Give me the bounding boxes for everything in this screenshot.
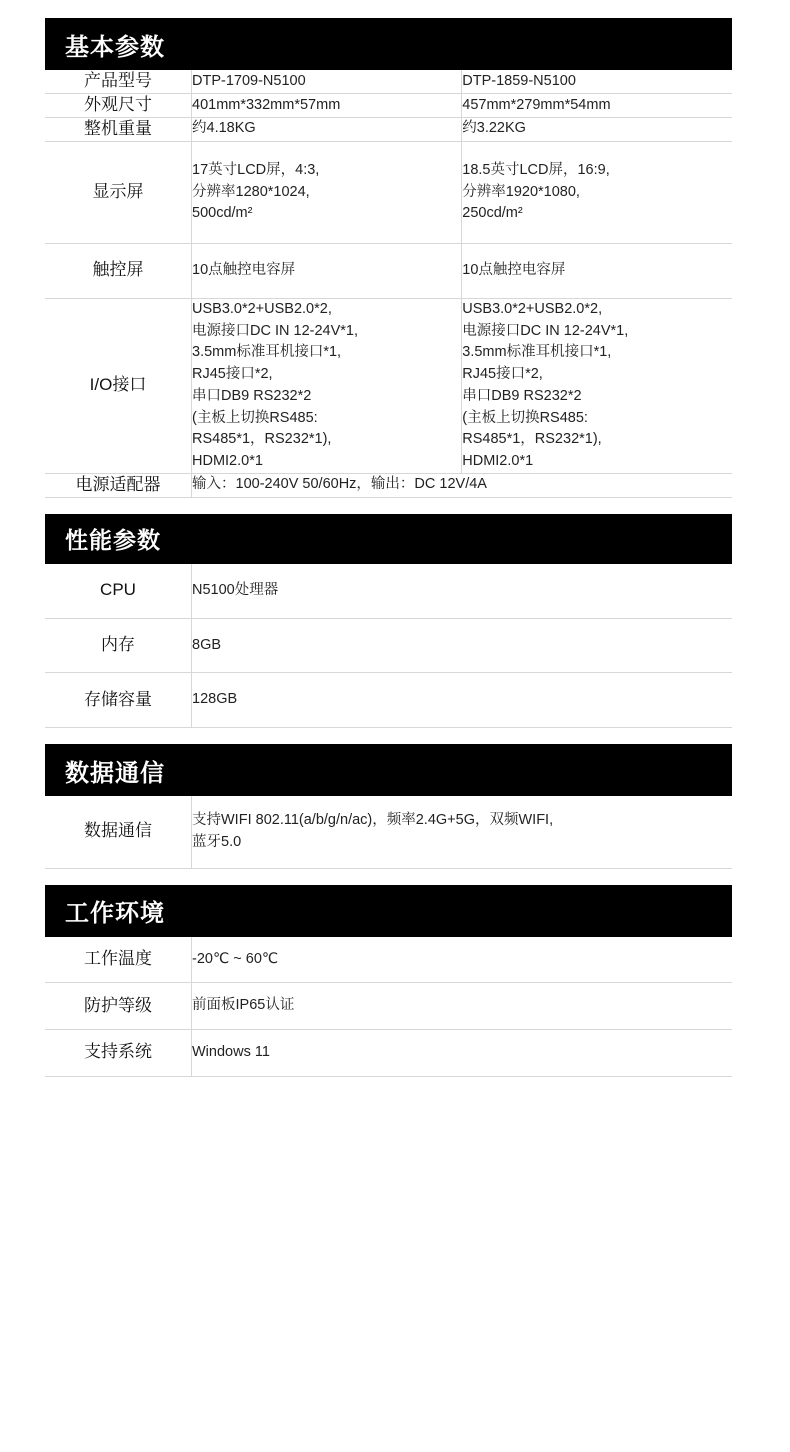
table-row [45, 564, 732, 618]
row-label-dimensions: 外观尺寸 [45, 93, 192, 117]
table-performance [45, 564, 732, 728]
table-row [45, 473, 732, 497]
section-basic-parameters [45, 18, 732, 498]
row-label-cpu: CPU [45, 564, 192, 618]
row-label-model: 产品型号 [45, 70, 192, 93]
row-value-touchscreen-1: 10点触控电容屏 [192, 244, 462, 299]
io-line-8: HDMI2.0*1 [192, 453, 263, 470]
display2-line-3: 250cd/m² [462, 205, 523, 222]
io-line-2: 电源接口DC IN 12-24V*1, [192, 322, 358, 339]
table-row [45, 141, 732, 243]
row-label-memory: 内存 [45, 618, 192, 673]
row-value-temperature: -20℃ ~ 60℃ [192, 937, 733, 983]
spacer [45, 498, 732, 514]
table-data-communication [45, 796, 732, 869]
section-title-data-comm: 数据通信 [45, 744, 732, 796]
io2-line-7: RS485*1，RS232*1), [462, 431, 602, 448]
row-value-cpu: N5100处理器 [192, 564, 733, 618]
data-comm-line-2: 蓝牙5.0 [192, 833, 242, 850]
io-line-4: RJ45接口*2, [192, 366, 273, 383]
row-value-weight-2: 约3.22KG [462, 117, 732, 141]
row-value-io-2 [462, 298, 732, 473]
row-value-model-1: DTP-1709-N5100 [192, 70, 462, 93]
io2-line-8: HDMI2.0*1 [462, 453, 534, 470]
row-value-storage: 128GB [192, 673, 733, 728]
row-value-touchscreen-2: 10点触控电容屏 [462, 244, 732, 299]
table-row [45, 796, 732, 868]
row-label-protection: 防护等级 [45, 983, 192, 1030]
row-label-os: 支持系统 [45, 1030, 192, 1077]
table-row [45, 1030, 732, 1077]
row-label-storage: 存储容量 [45, 673, 192, 728]
io-line-1: USB3.0*2+USB2.0*2, [192, 300, 332, 317]
io2-line-2: 电源接口DC IN 12-24V*1, [462, 322, 629, 339]
row-value-memory: 8GB [192, 618, 733, 673]
display-line-1: 17英寸LCD屏，4:3, [192, 161, 320, 178]
table-basic-parameters [45, 70, 732, 498]
row-value-data-comm [192, 796, 733, 868]
table-row [45, 673, 732, 728]
row-value-dimensions-2: 457mm*279mm*54mm [462, 93, 732, 117]
io2-line-6: (主板上切换RS485: [462, 409, 588, 426]
io-line-5: 串口DB9 RS232*2 [192, 387, 312, 404]
row-value-weight-1: 约4.18KG [192, 117, 462, 141]
row-value-display-1 [192, 141, 462, 243]
row-value-protection: 前面板IP65认证 [192, 983, 733, 1030]
row-label-temperature: 工作温度 [45, 937, 192, 983]
display-line-3: 500cd/m² [192, 205, 253, 222]
section-data-communication [45, 744, 732, 869]
display-line-2: 分辨率1280*1024, [192, 183, 310, 200]
display2-line-1: 18.5英寸LCD屏，16:9, [462, 161, 610, 178]
table-row [45, 117, 732, 141]
row-label-touchscreen: 触控屏 [45, 244, 192, 299]
io-line-7: RS485*1，RS232*1), [192, 431, 332, 448]
io2-line-3: 3.5mm标准耳机接口*1, [462, 344, 612, 361]
table-row [45, 70, 732, 93]
display2-line-2: 分辨率1920*1080, [462, 183, 580, 200]
section-title-environment: 工作环境 [45, 885, 732, 937]
table-working-environment [45, 937, 732, 1077]
spacer [45, 869, 732, 885]
row-label-data-comm: 数据通信 [45, 796, 192, 868]
row-value-io-1 [192, 298, 462, 473]
row-value-power-adapter: 输入：100-240V 50/60Hz，输出：DC 12V/4A [192, 473, 733, 497]
table-row [45, 618, 732, 673]
row-label-io: I/O接口 [45, 298, 192, 473]
data-comm-line-1: 支持WIFI 802.11(a/b/g/n/ac)，频率2.4G+5G，双频WIFI, [192, 812, 554, 828]
row-value-display-2 [462, 141, 732, 243]
row-label-power-adapter: 电源适配器 [45, 473, 192, 497]
row-value-model-2: DTP-1859-N5100 [462, 70, 732, 93]
section-performance-parameters [45, 514, 732, 728]
row-value-os: Windows 11 [192, 1030, 733, 1077]
row-value-dimensions-1: 401mm*332mm*57mm [192, 93, 462, 117]
io2-line-5: 串口DB9 RS232*2 [462, 387, 582, 404]
table-row [45, 983, 732, 1030]
table-row [45, 937, 732, 983]
table-row [45, 298, 732, 473]
section-working-environment [45, 885, 732, 1077]
io-line-3: 3.5mm标准耳机接口*1, [192, 344, 342, 361]
row-label-weight: 整机重量 [45, 117, 192, 141]
row-label-display: 显示屏 [45, 141, 192, 243]
section-title-performance: 性能参数 [45, 514, 732, 564]
section-title-basic: 基本参数 [45, 18, 732, 70]
io-line-6: (主板上切换RS485: [192, 409, 318, 426]
table-row [45, 93, 732, 117]
table-row [45, 244, 732, 299]
io2-line-4: RJ45接口*2, [462, 366, 543, 383]
spacer [45, 728, 732, 744]
io2-line-1: USB3.0*2+USB2.0*2, [462, 300, 603, 317]
